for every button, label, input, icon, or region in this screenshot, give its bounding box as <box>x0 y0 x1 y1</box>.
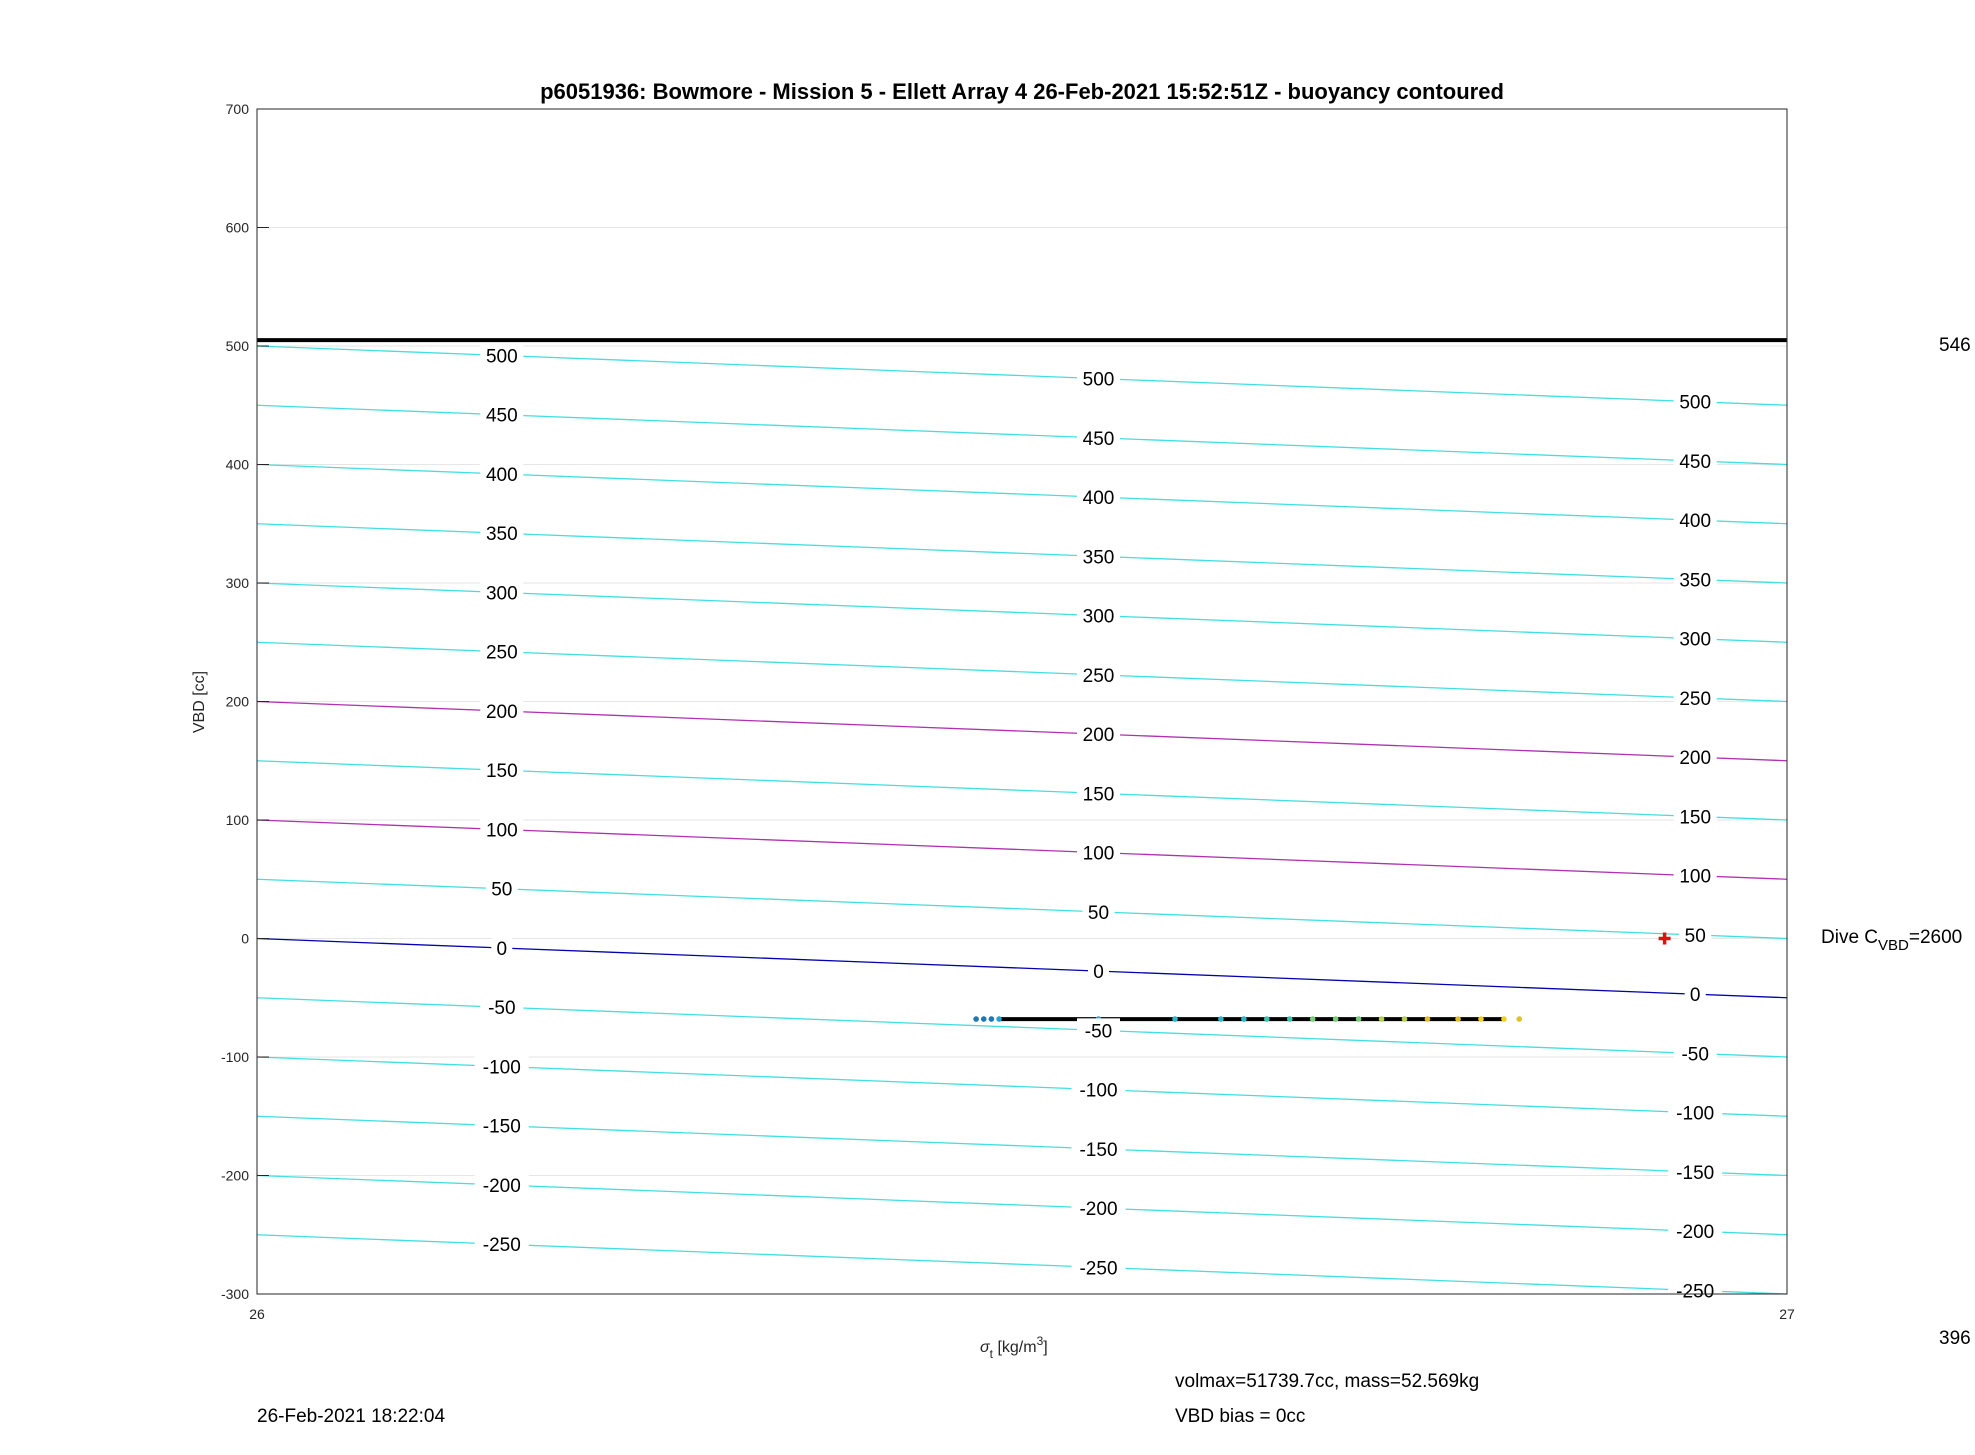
y-tick-label: 300 <box>225 575 249 591</box>
sample-point <box>1333 1016 1339 1022</box>
contour-label: -200 <box>1079 1199 1118 1221</box>
contour-label: 500 <box>1082 369 1115 391</box>
x-axis-ticks <box>249 1282 1795 1322</box>
contour-label: 100 <box>1679 866 1712 888</box>
contour-label: -250 <box>1676 1281 1715 1303</box>
y-axis-label: VBD [cc] <box>191 670 208 734</box>
contour-label: 500 <box>1679 392 1712 414</box>
y-tick-label: 700 <box>225 101 249 117</box>
y-tick-label: 200 <box>225 693 249 710</box>
contour-label: -150 <box>1079 1139 1118 1161</box>
y-tick-label: -200 <box>220 1167 249 1184</box>
y-tick-label: -100 <box>220 1049 249 1065</box>
max-vbd-label: 546 <box>1939 335 1971 356</box>
vbd-bias: VBD bias = 0cc <box>1175 1406 1306 1427</box>
sample-point <box>1516 1016 1522 1022</box>
contour-label: 300 <box>1082 606 1115 628</box>
sample-point <box>1310 1016 1316 1022</box>
min-vbd-label: 396 <box>1939 1328 1971 1349</box>
contour-label: -150 <box>482 1116 521 1138</box>
contour-label: -100 <box>1676 1103 1715 1125</box>
contour-labels <box>475 343 1722 1302</box>
contour-label: -200 <box>482 1175 521 1197</box>
contour-label: 200 <box>1082 725 1115 747</box>
sample-point <box>1287 1016 1293 1022</box>
contour-label: -50 <box>1681 1044 1709 1066</box>
contour-label: 50 <box>1684 925 1706 947</box>
contour-label: 150 <box>1082 784 1115 806</box>
x-tick-label: 27 <box>1779 1306 1795 1322</box>
dive-cvbd-label: Dive $C_{VBD}=2600$ <box>1821 927 1963 954</box>
sample-point <box>1241 1016 1247 1022</box>
contour-label: -100 <box>1079 1080 1118 1102</box>
contour-label: 0 <box>1689 985 1701 1007</box>
contour-label: 350 <box>1082 547 1115 569</box>
contour-label: 300 <box>1679 629 1712 651</box>
sample-point <box>996 1016 1002 1022</box>
x-tick-label: 26 <box>249 1306 265 1322</box>
contour-label: 0 <box>1093 962 1104 984</box>
contour-label: 350 <box>1679 570 1712 592</box>
sample-point <box>1356 1016 1362 1022</box>
contour-label: 150 <box>485 761 518 783</box>
sample-point <box>1425 1016 1431 1022</box>
sample-point <box>1379 1016 1385 1022</box>
contour-label: -150 <box>1676 1162 1715 1184</box>
contour-label: -50 <box>488 998 516 1020</box>
sample-point <box>981 1016 987 1022</box>
y-tick-label: 400 <box>225 456 249 473</box>
y-tick-label: 600 <box>225 219 249 236</box>
contour-label: 50 <box>1087 902 1110 924</box>
sample-point <box>1402 1016 1408 1022</box>
contour-label: -250 <box>482 1235 521 1257</box>
y-tick-label: 500 <box>225 338 249 354</box>
contour-label: 400 <box>485 464 518 486</box>
contour-label: 450 <box>1082 428 1115 450</box>
sample-point <box>1264 1016 1270 1022</box>
y-tick-label: 100 <box>225 812 249 828</box>
y-axis-ticks <box>221 101 269 1302</box>
contour-label: 350 <box>485 524 518 546</box>
contour-label: 200 <box>485 701 518 723</box>
contour-label: 150 <box>1679 807 1712 829</box>
sample-point <box>1501 1016 1507 1022</box>
contour-label: 50 <box>491 879 513 901</box>
contour-label: 400 <box>1082 488 1115 510</box>
contour-label: 200 <box>1679 748 1712 770</box>
dive-samples <box>973 933 1670 1022</box>
sample-point <box>1455 1016 1461 1022</box>
contour-label: 250 <box>1082 665 1115 687</box>
y-tick-label: 0 <box>241 930 249 947</box>
sample-point <box>1478 1016 1484 1022</box>
x-axis-label: $\sigma_t$ $[kg/m^3]$ <box>980 1334 1048 1361</box>
contour-label: 100 <box>1082 843 1115 865</box>
contour-label: 450 <box>1679 451 1712 473</box>
y-tick-label: -300 <box>220 1286 249 1302</box>
contour-label: -250 <box>1079 1258 1118 1280</box>
contour-label: 100 <box>485 820 518 842</box>
chart-title: p6051936: Bowmore - Mission 5 - Ellett Array 4 26-Feb-2021 15:52:51Z - buoyancy contoured <box>540 79 1504 104</box>
contour-label: 500 <box>485 346 518 368</box>
volmax-mass: volmax=51739.7cc, mass=52.569kg <box>1175 1371 1480 1392</box>
contour-label: 300 <box>485 583 518 605</box>
timestamp: 26-Feb-2021 18:22:04 <box>257 1406 446 1427</box>
sample-point <box>1218 1016 1224 1022</box>
contour-label: 400 <box>1679 511 1712 533</box>
contour-label: -200 <box>1676 1222 1715 1244</box>
sample-point <box>989 1016 995 1022</box>
contour-label: 0 <box>496 938 508 960</box>
contour-label: 250 <box>485 642 518 664</box>
contour-label: 250 <box>1679 688 1712 710</box>
sample-point <box>1172 1016 1178 1022</box>
contour-label: 450 <box>485 405 518 427</box>
contour-label: -100 <box>482 1057 521 1079</box>
contour-line <box>257 939 1787 998</box>
sample-point <box>973 1016 979 1022</box>
contour-label: -50 <box>1084 1021 1113 1043</box>
